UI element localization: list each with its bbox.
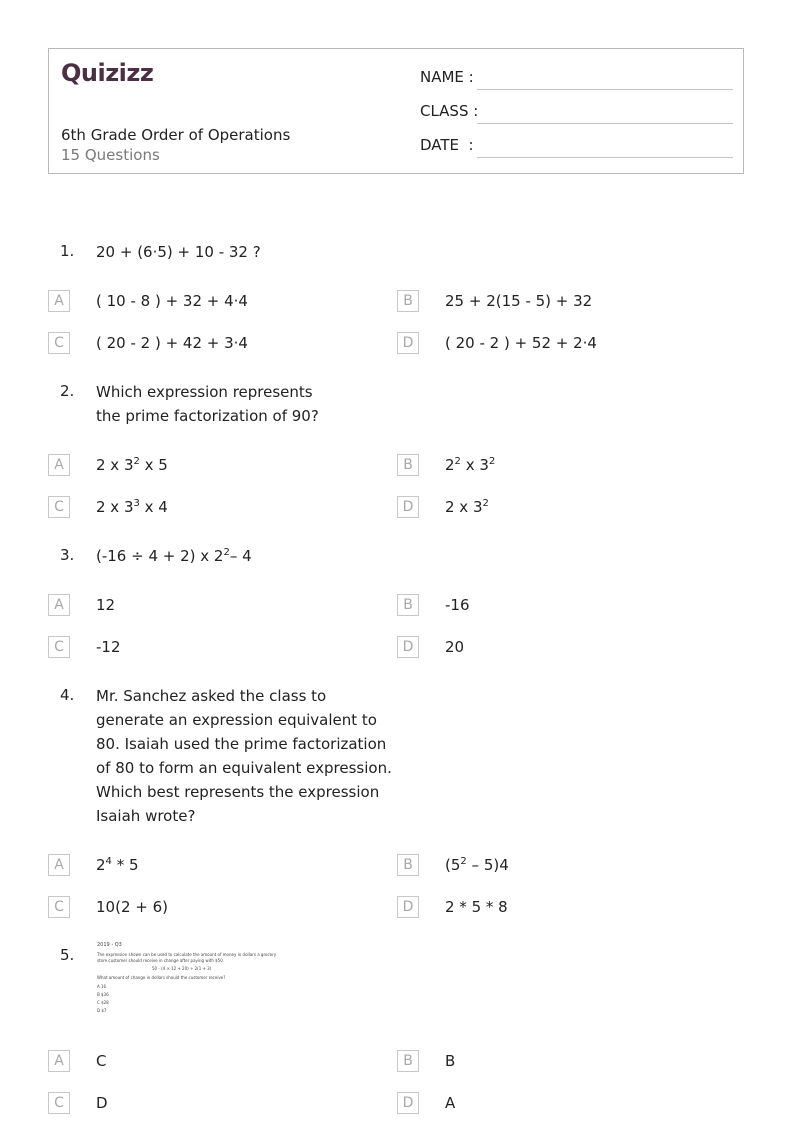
worksheet-title: 6th Grade Order of Operations	[61, 126, 291, 144]
option-c-text: ( 20 - 2 ) + 42 + 3·4	[96, 334, 248, 352]
option-a-box[interactable]: A	[48, 854, 70, 876]
option-c-text: D	[96, 1094, 108, 1112]
option-b-text: -16	[445, 596, 470, 614]
option-a-text: $2^4 * 5$	[96, 856, 139, 874]
option-a-text: 12	[96, 596, 116, 614]
question-text-line: Isaiah wrote?	[96, 807, 196, 825]
question-text-line: generate an expression equivalent to	[96, 711, 377, 729]
option-b-text: 25 + 2(15 - 5) + 32	[445, 292, 593, 310]
worksheet-header	[48, 48, 744, 174]
option-b-text: $2^2$ x $3^2$	[445, 456, 496, 474]
option-d-text: 20	[445, 638, 465, 656]
option-c-box[interactable]: C	[48, 896, 70, 918]
image-choice: B $36	[97, 992, 109, 997]
option-d-box[interactable]: D	[397, 496, 419, 518]
option-d-text: ( 20 - 2 ) + 52 + 2·4	[445, 334, 597, 352]
option-c-text: 10(2 + 6)	[96, 898, 168, 916]
question-text-line: 80. Isaiah used the prime factorization	[96, 735, 387, 753]
question-text-line: of 80 to form an equivalent expression.	[96, 759, 392, 777]
question-text	[96, 380, 319, 428]
option-d-text: 2 * 5 * 8	[445, 898, 508, 916]
option-a-text: C	[96, 1052, 107, 1070]
question-text-line: the prime factorization of 90?	[96, 407, 319, 425]
option-b-text: $(5^2 - 5)4$	[445, 856, 509, 874]
question-number: 5.	[60, 946, 75, 964]
question-image	[96, 942, 277, 1016]
question-number: 2.	[60, 382, 75, 400]
option-d-box[interactable]: D	[397, 332, 419, 354]
question-count: 15 Questions	[61, 146, 160, 164]
class-label: CLASS :	[420, 102, 479, 120]
name-line[interactable]	[477, 89, 733, 90]
option-c-text: -12	[96, 638, 121, 656]
quizizz-logo: Quizizz	[61, 59, 154, 87]
option-b-box[interactable]: B	[397, 854, 419, 876]
option-b-box[interactable]: B	[397, 454, 419, 476]
option-c-box[interactable]: C	[48, 1092, 70, 1114]
date-label: DATE :	[420, 136, 474, 154]
question-text: (-16 ÷ 4 + 2) x $2^2-$ 4	[96, 547, 252, 565]
option-d-box[interactable]: D	[397, 636, 419, 658]
option-b-text: B	[445, 1052, 456, 1070]
option-b-box[interactable]: B	[397, 290, 419, 312]
option-a-box[interactable]: A	[48, 594, 70, 616]
option-b-box[interactable]: B	[397, 594, 419, 616]
image-line: The expression shown can be used to calculate the amount of money in dollars a grocery	[97, 952, 277, 957]
date-line[interactable]	[477, 157, 733, 158]
image-heading: 2019 - Q3	[97, 942, 122, 948]
question-number: 4.	[60, 686, 75, 704]
image-formula: 50 - (4 × 12 + 20) ÷ 2(1 + 3)	[152, 966, 212, 971]
option-d-box[interactable]: D	[397, 1092, 419, 1114]
image-choice: C $28	[97, 1000, 109, 1005]
option-a-text: ( 10 - 8 ) + 32 + 4·4	[96, 292, 248, 310]
question-text: 20 + (6·5) + 10 - 32 ?	[96, 243, 261, 261]
image-prompt: What amount of change in dollars should the customer receive?	[97, 975, 226, 980]
image-line: store customer should receive in change after paying with $50.	[97, 958, 225, 963]
name-label: NAME :	[420, 68, 474, 86]
option-a-box[interactable]: A	[48, 290, 70, 312]
question-text-line: Which best represents the expression	[96, 783, 380, 801]
option-a-box[interactable]: A	[48, 454, 70, 476]
option-d-text: A	[445, 1094, 456, 1112]
option-c-box[interactable]: C	[48, 496, 70, 518]
question-text	[96, 684, 392, 828]
option-b-box[interactable]: B	[397, 1050, 419, 1072]
question-text-line: Mr. Sanchez asked the class to	[96, 687, 327, 705]
class-line[interactable]	[477, 123, 733, 124]
image-choice: D $7	[97, 1008, 107, 1013]
question-number: 3.	[60, 546, 75, 564]
option-a-text: 2 x $3^2$ x 5	[96, 456, 168, 474]
image-choice: A 16	[97, 984, 107, 989]
option-c-text: 2 x $3^3$ x 4	[96, 498, 168, 516]
option-d-text: 2 x $3^2$	[445, 498, 489, 516]
option-a-box[interactable]: A	[48, 1050, 70, 1072]
question-text-line: Which expression represents	[96, 383, 313, 401]
option-d-box[interactable]: D	[397, 896, 419, 918]
option-c-box[interactable]: C	[48, 332, 70, 354]
question-number: 1.	[60, 242, 75, 260]
option-c-box[interactable]: C	[48, 636, 70, 658]
